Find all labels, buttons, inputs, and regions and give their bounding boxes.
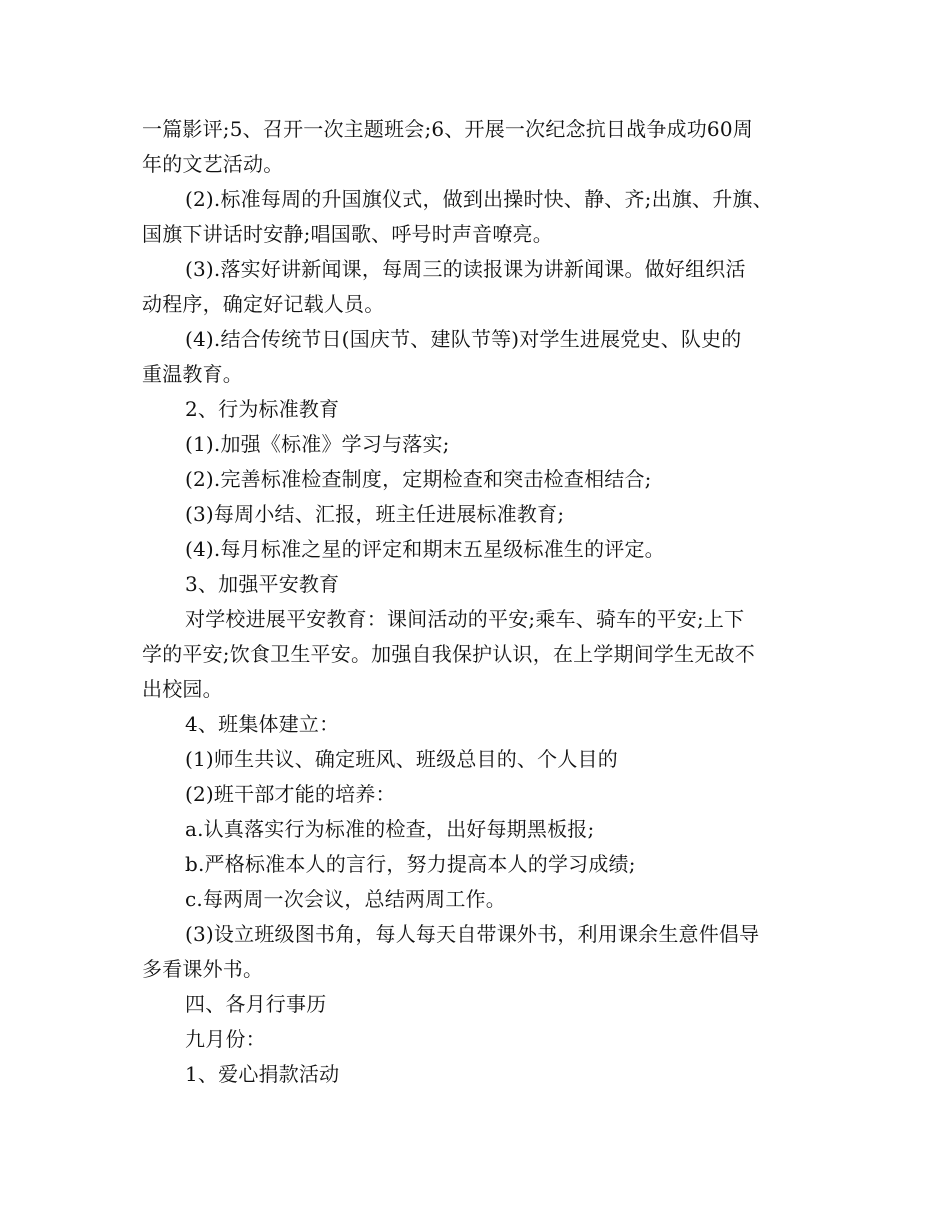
document-body <box>142 112 810 1092</box>
text-line: 对学校进展平安教育：课间活动的平安;乘车、骑车的平安;上下 <box>185 607 745 631</box>
text-line: 重温教育。 <box>142 362 243 386</box>
text-line: 九月份： <box>185 1027 266 1051</box>
text-line: 出校园。 <box>142 677 223 701</box>
text-line: (3).落实好讲新闻课，每周三的读报课为讲新闻课。做好组织活 <box>185 257 746 281</box>
text-line: 多看课外书。 <box>142 957 264 981</box>
text-line: 年的文艺活动。 <box>142 152 284 176</box>
text-line: (2).完善标准检查制度，定期检查和突击检查相结合; <box>185 467 652 491</box>
text-line: (2)班干部才能的培养： <box>185 782 396 806</box>
text-line: (1)师生共议、确定班风、班级总目的、个人目的 <box>185 747 618 771</box>
text-line: (4).每月标准之星的评定和期末五星级标准生的评定。 <box>185 537 665 561</box>
text-line: (4).结合传统节日(国庆节、建队节等)对学生进展党史、队史的 <box>185 327 742 351</box>
text-line: a.认真落实行为标准的检查，出好每期黑板报; <box>185 817 595 841</box>
text-line: 四、各月行事历 <box>185 992 327 1016</box>
text-line: c.每两周一次会议，总结两周工作。 <box>185 887 506 911</box>
text-line: b.严格标准本人的言行，努力提高本人的学习成绩; <box>185 852 636 876</box>
text-line: (3)每周小结、汇报，班主任进展标准教育; <box>185 502 565 526</box>
text-line: (2).标准每周的升国旗仪式，做到出操时快、静、齐;出旗、升旗、 <box>185 187 773 211</box>
text-line: 4、班集体建立： <box>185 712 340 736</box>
text-line: 3、加强平安教育 <box>185 572 340 596</box>
text-line: 学的平安;饮食卫生平安。加强自我保护认识，在上学期间学生无故不 <box>142 642 755 666</box>
text-line: 国旗下讲话时安静;唱国歌、呼号时声音嘹亮。 <box>142 222 553 246</box>
text-line: 2、行为标准教育 <box>185 397 340 421</box>
text-line: 一篇影评;5、召开一次主题班会;6、开展一次纪念抗日战争成功60周 <box>142 117 753 141</box>
text-line: (3)设立班级图书角，每人每天自带课外书，利用课余生意件倡导 <box>185 922 760 946</box>
text-line: 动程序，确定好记载人员。 <box>142 292 385 316</box>
text-line: (1).加强《标准》学习与落实; <box>185 432 450 456</box>
text-line: 1、爱心捐款活动 <box>185 1062 340 1086</box>
